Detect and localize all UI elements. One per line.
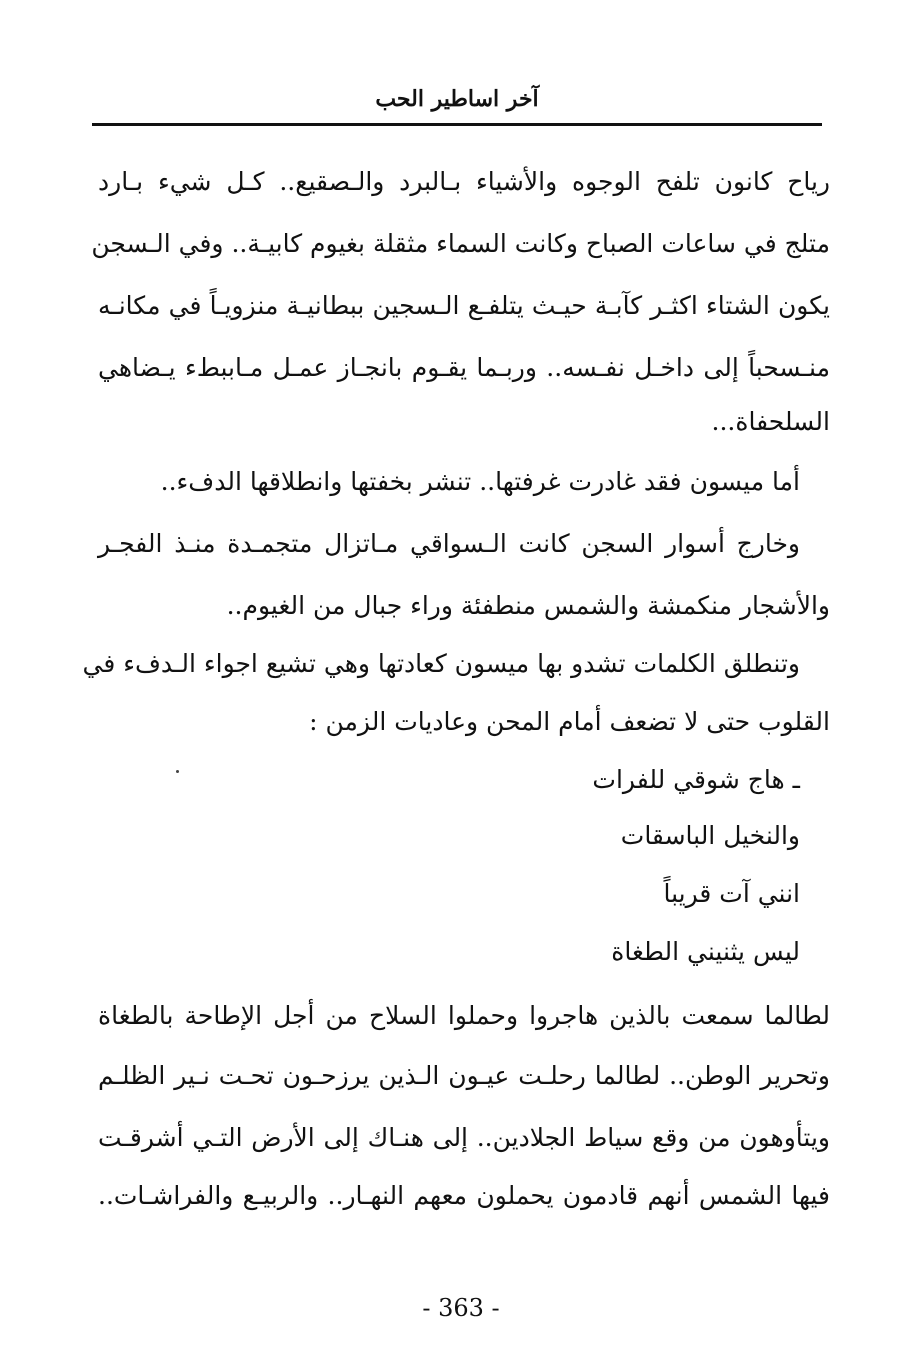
text-line-16: وتحرير الوطن.. لطالما رحلـت عيـون الـذين يرزحـون تحـت نـير الظلـم <box>98 1061 830 1090</box>
text-line-8: والأشجار منكمشة والشمس منطفئة وراء جبال من الغيوم.. <box>226 591 830 620</box>
page-header-title: آخر اساطير الحب <box>375 86 539 112</box>
speck-mark <box>176 770 179 773</box>
text-line-6: أما ميسون فقد غادرت غرفتها.. تنشر بخفتها وانطلاقها الدفء.. <box>160 467 800 496</box>
text-line-15: لطالما سمعت بالذين هاجروا وحملوا السلاح من أجل الإطاحة بالطغاة <box>98 1001 830 1030</box>
text-line-18: فيها الشمس أنهم قادمون يحملون معهم النهـار.. والربيـع والفراشـات.. <box>98 1181 830 1210</box>
text-line-10: القلوب حتى لا تضعف أمام المحن وعاديات الزمن : <box>309 707 830 736</box>
text-line-9: وتنطلق الكلمات تشدو بها ميسون كعادتها وهي تشيع اجواء الـدفء في <box>82 649 800 678</box>
text-line-1: رياح كانون تلفح الوجوه والأشياء بـالبرد والـصقيع.. كـل شيء بـارد <box>98 167 830 196</box>
text-line-2: متلج في ساعات الصباح وكانت السماء مثقلة بغيوم كابيـة.. وفي الـسجن <box>91 229 830 258</box>
verse-line-4: ليس يثنيني الطغاة <box>611 937 800 966</box>
verse-line-1: ـ هاج شوقي للفرات <box>592 765 800 794</box>
text-line-5: السلحفاة... <box>711 407 830 436</box>
page-number: - 363 - <box>422 1294 500 1322</box>
text-line-7: وخارج أسوار السجن كانت الـسواقي مـاتزال متجمـدة منـذ الفجـر <box>98 529 800 558</box>
verse-line-2: والنخيل الباسقات <box>620 821 800 850</box>
text-line-17: ويتأوهون من وقع سياط الجلادين.. إلى هنـاك إلى الأرض التـي أشرقـت <box>98 1123 830 1152</box>
header-rule <box>92 123 822 126</box>
text-line-3: يكون الشتاء اكثـر كآبـة حيـث يتلفـع الـسجين ببطانيـة منزويـاً في مكانـه <box>98 291 830 320</box>
text-line-4: منـسحباً إلى داخـل نفـسه.. وربـما يقـوم بانجـاز عمـل مـاببطء يـضاهي <box>98 353 830 382</box>
verse-line-3: انني آت قريباً <box>663 879 800 908</box>
